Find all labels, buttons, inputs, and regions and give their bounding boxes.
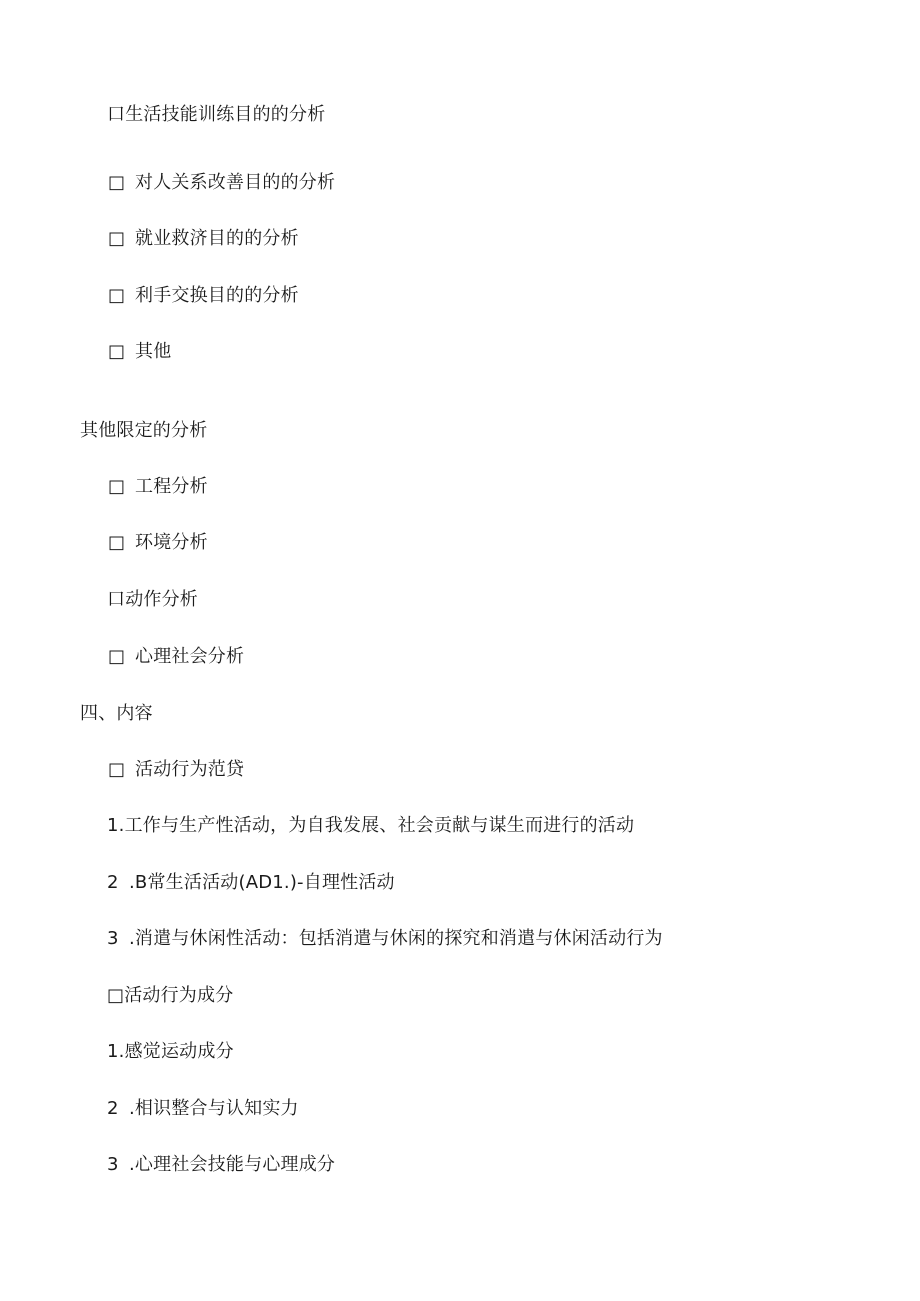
item-text: □活动行为成分 <box>107 985 234 1006</box>
list-item <box>108 532 208 554</box>
section-heading <box>80 420 207 442</box>
item-text: .心理社会技能与心理成分 <box>129 1154 336 1175</box>
numbered-item <box>107 928 663 950</box>
item-text: 1.感觉运动成分 <box>107 1041 234 1062</box>
numbered-item <box>107 1041 234 1063</box>
heading-text: 其他限定的分析 <box>80 420 208 441</box>
section-heading <box>80 703 153 725</box>
item-text: 口动作分析 <box>107 589 198 610</box>
item-text: 1.工作与生产性活动，为自我发展、社会贡献与谋生而进行的活动 <box>107 815 635 836</box>
list-item <box>108 759 244 781</box>
list-item <box>108 285 299 307</box>
checkbox-icon: □ <box>108 172 126 193</box>
item-number: 2 <box>107 872 119 893</box>
item-number: 3 <box>107 1154 119 1175</box>
item-text: 利手交换目的的分析 <box>135 285 299 306</box>
item-number: 3 <box>107 928 119 949</box>
item-text: 其他 <box>135 341 172 362</box>
checkbox-icon: □ <box>108 341 126 362</box>
list-item <box>108 646 244 668</box>
item-text: 环境分析 <box>135 532 208 553</box>
item-text: .相识整合与认知实力 <box>129 1098 299 1119</box>
item-text: 口生活技能训练目的的分析 <box>107 104 326 125</box>
heading-text: 四、内容 <box>80 703 153 724</box>
item-number: 2 <box>107 1098 119 1119</box>
checkbox-icon: □ <box>108 532 126 553</box>
checkbox-icon: □ <box>108 285 126 306</box>
list-item <box>108 228 299 250</box>
list-item <box>108 341 171 363</box>
numbered-item <box>107 815 634 837</box>
item-text: 就业救济目的的分析 <box>135 228 299 249</box>
item-text: 对人关系改善目的的分析 <box>135 172 336 193</box>
list-item <box>108 476 208 498</box>
item-text: .B常生活活动(AD1.)-自理性活动 <box>129 872 395 893</box>
list-item <box>107 104 325 126</box>
list-item <box>107 985 233 1007</box>
item-text: .消遣与休闲性活动：包括消遣与休闲的探究和消遣与休闲活动行为 <box>129 928 663 949</box>
item-text: 心理社会分析 <box>135 646 245 667</box>
checkbox-icon: □ <box>108 646 126 667</box>
numbered-item <box>107 872 395 894</box>
item-text: 工程分析 <box>135 476 208 497</box>
checkbox-icon: □ <box>108 228 126 249</box>
list-item <box>107 589 198 611</box>
item-text: 活动行为范贷 <box>135 759 245 780</box>
numbered-item <box>107 1154 335 1176</box>
checkbox-icon: □ <box>108 476 126 497</box>
checkbox-icon: □ <box>108 759 126 780</box>
numbered-item <box>107 1098 299 1120</box>
list-item <box>108 172 335 194</box>
